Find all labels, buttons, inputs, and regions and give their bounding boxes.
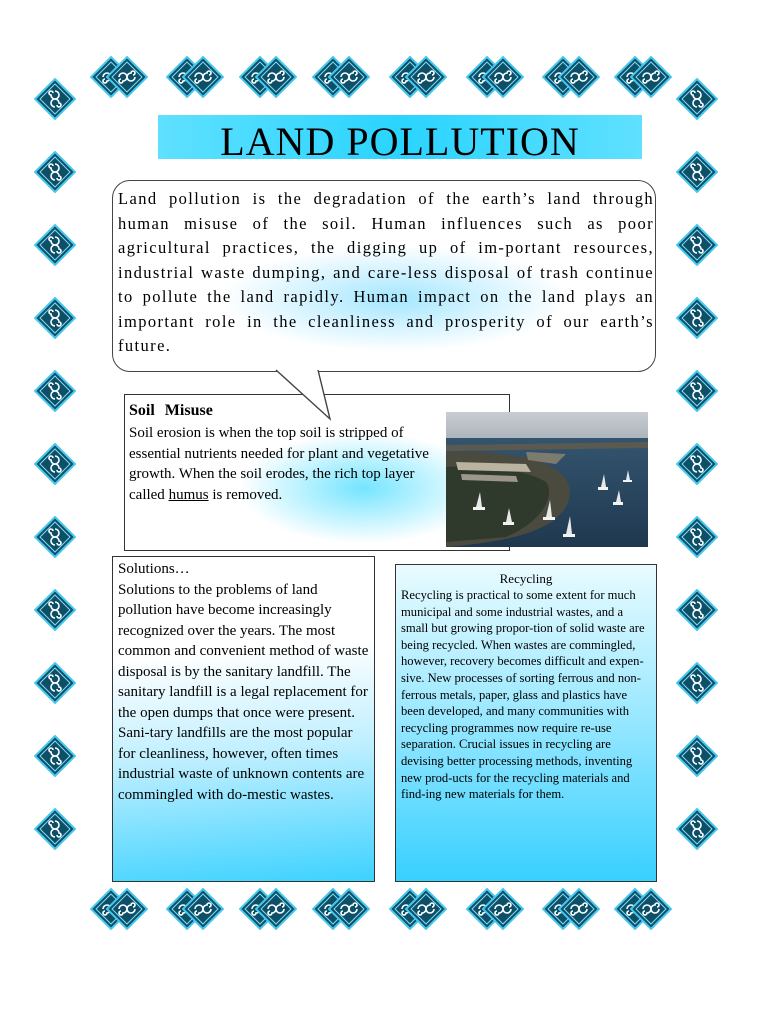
page-title: LAND POLLUTION <box>220 119 580 164</box>
border-diamond-ornament <box>182 56 224 98</box>
border-diamond-ornament <box>34 370 76 412</box>
border-diamond-ornament <box>676 297 718 339</box>
border-diamond-ornament <box>34 151 76 193</box>
humus-term: humus <box>168 486 209 503</box>
border-diamond-ornament <box>328 56 370 98</box>
border-diamond-ornament <box>676 78 718 120</box>
border-diamond-ornament <box>34 735 76 777</box>
recycling-heading: Recycling <box>499 571 553 586</box>
soil-misuse-text <box>129 423 435 505</box>
border-diamond-ornament <box>255 888 297 930</box>
border-diamond-ornament <box>405 888 447 930</box>
border-diamond-ornament <box>558 56 600 98</box>
recycling-box <box>395 564 657 882</box>
soil-misuse-heading: Soil Misuse <box>129 402 213 419</box>
border-diamond-ornament <box>676 808 718 850</box>
border-diamond-ornament <box>676 589 718 631</box>
title-bar <box>158 115 642 164</box>
soil-text-start: Soil erosion is when the top soil is stripped of essential nutrients needed for plant and vegetative growth. When the soil erodes, the rich top layer called <box>129 425 429 503</box>
border-diamond-ornament <box>255 56 297 98</box>
border-diamond-ornament <box>676 151 718 193</box>
soil-text-end: is removed. <box>208 486 283 503</box>
border-diamond-ornament <box>676 443 718 485</box>
border-diamond-ornament <box>676 516 718 558</box>
border-diamond-ornament <box>676 370 718 412</box>
border-diamond-ornament <box>182 888 224 930</box>
border-diamond-ornament <box>106 56 148 98</box>
border-diamond-ornament <box>676 735 718 777</box>
border-diamond-ornament <box>34 224 76 266</box>
border-diamond-ornament <box>482 56 524 98</box>
intro-text: Land pollution is the degradation of the earth’s land through human misuse of the soil. Human influences such as poor agricultural practices, the digging up of im-portant resources, industrial waste dumping, and care-less disposal of trash continue to pollute the land rapidly. Human impact on the land plays an important role in the cleanliness and prosperity of our earth’s future. <box>118 189 654 355</box>
border-diamond-ornament <box>34 516 76 558</box>
border-diamond-ornament <box>34 78 76 120</box>
border-diamond-ornament <box>34 808 76 850</box>
intro-callout <box>112 180 656 372</box>
border-diamond-ornament <box>34 297 76 339</box>
border-diamond-ornament <box>328 888 370 930</box>
border-diamond-ornament <box>405 56 447 98</box>
border-diamond-ornament <box>558 888 600 930</box>
harbor-photo <box>446 412 648 547</box>
border-diamond-ornament <box>630 56 672 98</box>
border-diamond-ornament <box>34 662 76 704</box>
border-diamond-ornament <box>34 443 76 485</box>
recycling-text: Recycling is practical to some extent for much municipal and some industrial wastes, and a small but growing propor-tion of solid waste are being recycled. When wastes are commingled, however, recovery becomes difficult and expen-sive. New processes of sorting ferrous and non-ferrous metals, paper, glass and plastics have been developed, and many communities with recycling programmes now require re-use separation. Crucial issues in recycling are devising better processing methods, inventing new prod-ucts for the recycling materials and find-ing new materials for them. <box>401 588 645 802</box>
border-diamond-ornament <box>482 888 524 930</box>
border-diamond-ornament <box>106 888 148 930</box>
solutions-text <box>118 559 372 805</box>
border-diamond-ornament <box>676 662 718 704</box>
solutions-box <box>112 556 375 882</box>
border-diamond-ornament <box>630 888 672 930</box>
solutions-body: Solutions to the problems of land pollution have become increasingly recognized over the years. The most common and convenient method of waste disposal is by the sanitary landfill. The sanitary landfill is a legal replacement for the open dumps that once were present. Sani-tary landfills are the most popular for cleanliness, however, often times industrial waste of unknown contents are commingled with do-mestic wastes. <box>118 581 369 803</box>
border-diamond-ornament <box>34 589 76 631</box>
solutions-heading: Solutions… <box>118 561 190 577</box>
border-diamond-ornament <box>676 224 718 266</box>
